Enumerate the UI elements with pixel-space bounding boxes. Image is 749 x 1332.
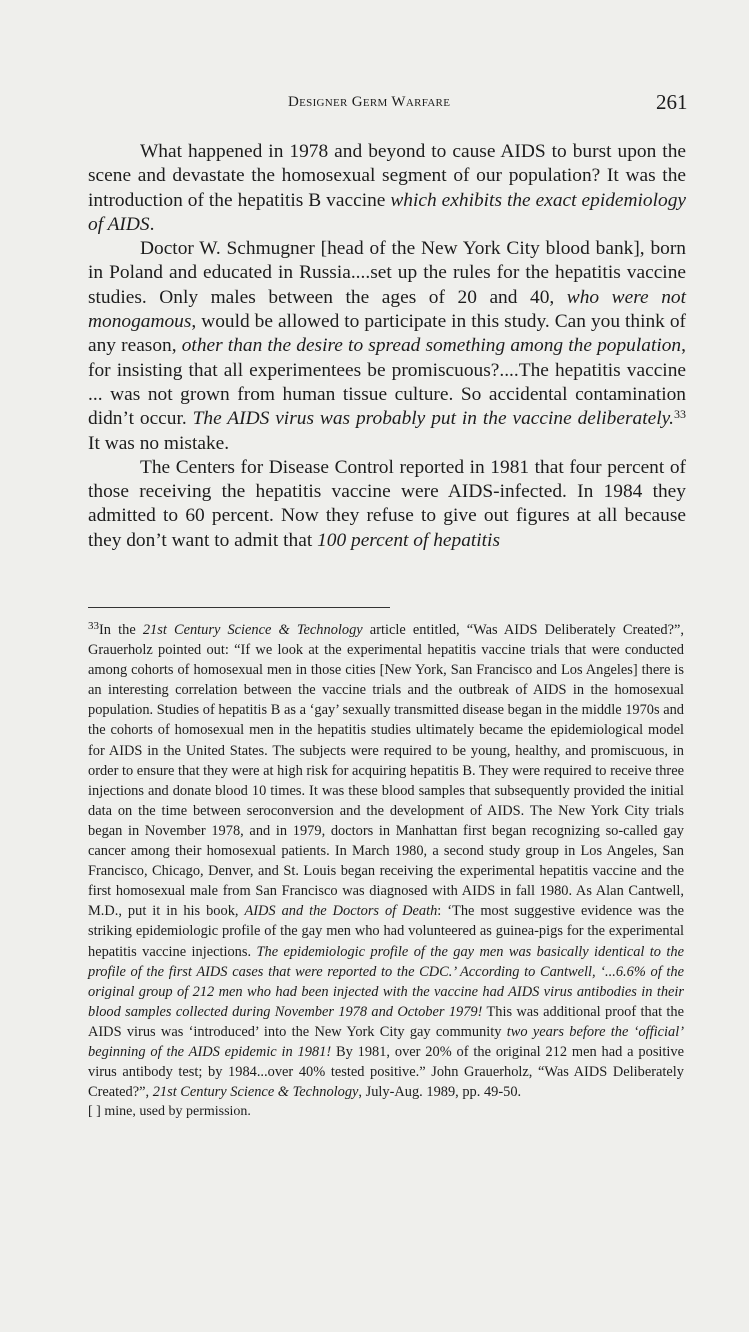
footnote-marker: 33	[88, 620, 99, 632]
page-number: 261	[656, 90, 688, 114]
italic-text: The AIDS virus was probably put in the vaccine deliberately.	[192, 408, 674, 430]
italic-text: other than the desire to spread something among the population	[181, 335, 682, 357]
footnote-rule	[88, 607, 390, 608]
text-run: , for insisting that all experimentees be promiscuous?....The hepatitis vaccine ... was not grown from human tissue culture. So accidental contamination didn’t occur.	[88, 335, 686, 430]
page-header	[0, 90, 749, 122]
italic-text: two years before the ‘official’ beginning of the AIDS epidemic in 1981!	[88, 1023, 684, 1060]
footnote-body	[88, 620, 684, 1102]
main-text	[88, 140, 686, 553]
paragraph	[88, 456, 686, 553]
footnote-credit: [ ] mine, used by permission.	[88, 1104, 251, 1120]
paragraph	[88, 140, 686, 237]
footnote-marker: 33	[673, 407, 686, 422]
italic-text: The epidemiologic profile of the gay men was basically identical to the profile of the first AIDS cases that were reported to the CDC.’ According to Cantwell, ‘...6.6% of the original group of 212 men who had been injected with the vaccine had AIDS virus antibodies in their blood samples collected during November 1978 and October 1979!	[88, 943, 685, 1020]
text-run: This was additional proof that the AIDS virus was ‘introduced’ into the New York City gay community	[88, 1003, 685, 1040]
text-run: What happened in 1978 and beyond to cause AIDS to burst upon the scene and devastate the homosexual segment of our population? It was the introduction of the hepatitis B vaccine	[88, 141, 686, 211]
italic-text: 100 percent of hepatitis	[317, 529, 500, 551]
italic-text: who were not monogamous	[88, 286, 686, 333]
text-run: In the	[99, 622, 143, 638]
footnote	[88, 620, 684, 1122]
text-run: , would be allowed to participate in this study. Can you think of any reason,	[88, 311, 686, 357]
text-run: .	[149, 213, 155, 235]
text-run: , July-Aug. 1989, pp. 49-50.	[358, 1084, 522, 1101]
paragraph	[88, 237, 686, 456]
text-run: article entitled, “Was AIDS Deliberately Created?”, Grauerholz pointed out: “If we look at the experimental hepatitis vaccine trials that were conducted among cohorts of homosexual men in those cities [New York, San Francisco and Los Angeles] there is an interesting correlation between the vaccine trials and the outbreak of AIDS in the homosexual population. Studies of hepatitis B as a ‘gay’ sexually transmitted disease began in the middle 1970s and the cohorts of homosexual men in the hepatitis studies ultimately became the epidemiological model for AIDS in the United States. The subjects were required to be young, healthy, and promiscuous, in order to ensure that they were at high risk for acquiring hepatitis B. They were required to receive three injections and donate blood 10 times. It was these blood samples that subsequently provided the initial data on the time between seroconversion and the development of AIDS. The New York City trials began in November 1978, and in 1979, doctors in Manhattan first began recognizing so-called gay cancer among their homosexual patients. In March 1980, a second study group in Los Angeles, San Francisco, Chicago, Denver, and St. Louis began receiving the experimental hepatitis vaccine and the first homosexual male from San Francisco was diagnosed with AIDS in fall 1980. As Alan Cantwell, M.D., put it in his book,	[88, 622, 684, 920]
italic-text: 21st Century Science & Technology	[142, 622, 363, 638]
text-run: By 1981, over 20% of the original 212 men had a positive virus antibody test; by 1984...over 40% tested positive.” John Grauerholz, “Was AIDS Deliberately Created?”,	[88, 1043, 684, 1101]
italic-text: which exhibits the exact epidemiology of AIDS	[88, 189, 686, 235]
running-head: Designer Germ Warfare	[288, 94, 451, 110]
text-run: : ‘The most suggestive evidence was the striking epidemiologic profile of the gay men who had volunteered as guinea-pigs for the experimental hepatitis vaccine injections.	[88, 903, 684, 960]
text-run: It was no mistake.	[88, 432, 230, 454]
italic-text: 21st Century Science & Technology	[152, 1084, 359, 1101]
text-run: Doctor W. Schmugner [head of the New York City blood bank], born in Poland and educated in Russia....set up the rules for the hepatitis vaccine studies. Only males between the ages of 20 and 40,	[88, 238, 686, 308]
italic-text: AIDS and the Doctors of Death	[244, 903, 438, 920]
text-run: The Centers for Disease Control reported in 1981 that four percent of those receiving the hepatitis vaccine were AIDS-infected. In 1984 they admitted to 60 percent. Now they refuse to give out figures at all because they don’t want to admit that	[88, 456, 686, 551]
